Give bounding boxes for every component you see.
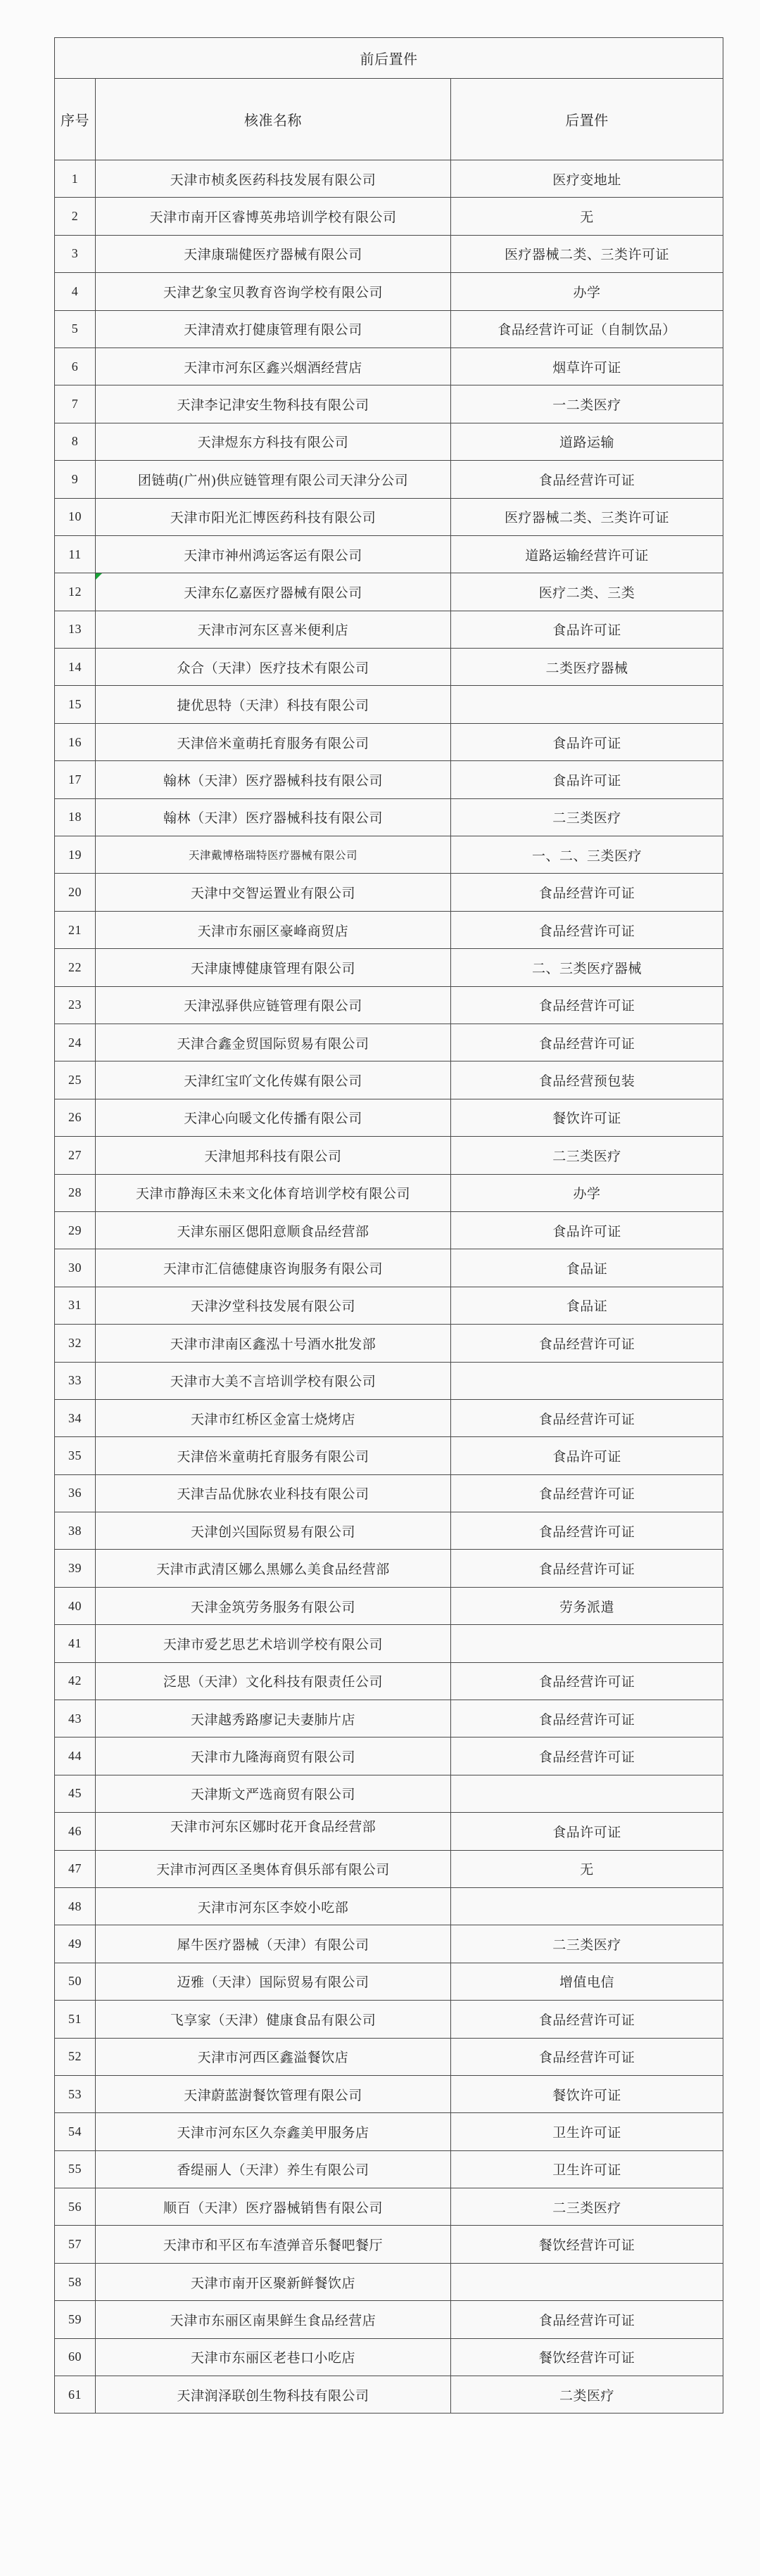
table-row bbox=[55, 160, 723, 198]
row-serial: 29 bbox=[55, 1211, 96, 1249]
post-license: 食品经营许可证 bbox=[451, 986, 723, 1024]
post-license: 二三类医疗 bbox=[451, 2188, 723, 2226]
company-name: 天津市武清区娜么黑娜么美食品经营部 bbox=[96, 1550, 451, 1587]
company-name: 翰林（天津）医疗器械科技有限公司 bbox=[96, 761, 451, 798]
row-serial: 1 bbox=[55, 160, 96, 198]
table-row bbox=[55, 2338, 723, 2376]
company-name: 顺百（天津）医疗器械销售有限公司 bbox=[96, 2188, 451, 2226]
table-row bbox=[55, 310, 723, 347]
row-serial: 50 bbox=[55, 1963, 96, 2000]
table-row bbox=[55, 1287, 723, 1324]
row-serial: 3 bbox=[55, 235, 96, 272]
row-serial: 32 bbox=[55, 1325, 96, 1362]
post-license: 餐饮许可证 bbox=[451, 1099, 723, 1136]
table-row bbox=[55, 649, 723, 686]
company-name: 天津市红桥区金富士烧烤店 bbox=[96, 1399, 451, 1436]
row-serial: 22 bbox=[55, 949, 96, 986]
post-license: 卫生许可证 bbox=[451, 2150, 723, 2188]
company-name: 天津金筑劳务服务有限公司 bbox=[96, 1587, 451, 1624]
row-serial: 40 bbox=[55, 1587, 96, 1624]
post-license: 医疗器械二类、三类许可证 bbox=[451, 235, 723, 272]
company-name: 天津市河西区鑫溢餐饮店 bbox=[96, 2038, 451, 2075]
post-license bbox=[451, 2263, 723, 2300]
company-name: 天津东丽区偲阳意顺食品经营部 bbox=[96, 1211, 451, 1249]
company-name: 天津合鑫金贸国际贸易有限公司 bbox=[96, 1024, 451, 1061]
table-row bbox=[55, 273, 723, 310]
row-serial: 53 bbox=[55, 2075, 96, 2112]
post-license: 食品经营许可证 bbox=[451, 1512, 723, 1550]
table-row bbox=[55, 2150, 723, 2188]
post-license: 道路运输 bbox=[451, 423, 723, 460]
table-row bbox=[55, 986, 723, 1024]
post-license bbox=[451, 1775, 723, 1812]
post-license: 食品经营许可证 bbox=[451, 1474, 723, 1512]
post-license: 食品许可证 bbox=[451, 761, 723, 798]
row-serial: 4 bbox=[55, 273, 96, 310]
table-row bbox=[55, 1850, 723, 1887]
table-row bbox=[55, 1625, 723, 1662]
table-row bbox=[55, 1550, 723, 1587]
company-name: 天津吉品优脉农业科技有限公司 bbox=[96, 1474, 451, 1512]
post-license: 食品许可证 bbox=[451, 611, 723, 648]
post-license: 食品经营许可证 bbox=[451, 2038, 723, 2075]
company-name: 天津创兴国际贸易有限公司 bbox=[96, 1512, 451, 1550]
row-serial: 16 bbox=[55, 723, 96, 760]
company-name: 天津市河西区圣奥体育俱乐部有限公司 bbox=[96, 1850, 451, 1887]
post-license: 医疗二类、三类 bbox=[451, 573, 723, 611]
company-name: 天津红宝吖文化传媒有限公司 bbox=[96, 1061, 451, 1099]
row-serial: 61 bbox=[55, 2376, 96, 2414]
row-serial: 9 bbox=[55, 461, 96, 498]
approval-table-container bbox=[54, 37, 723, 2414]
company-name: 天津市南开区睿博英弗培训学校有限公司 bbox=[96, 198, 451, 235]
post-license: 二类医疗 bbox=[451, 2376, 723, 2414]
row-serial: 8 bbox=[55, 423, 96, 460]
row-serial: 25 bbox=[55, 1061, 96, 1099]
company-name: 天津心向暖文化传播有限公司 bbox=[96, 1099, 451, 1136]
table-row bbox=[55, 949, 723, 986]
post-license: 食品经营许可证 bbox=[451, 1737, 723, 1775]
row-serial: 41 bbox=[55, 1625, 96, 1662]
post-license: 增值电信 bbox=[451, 1963, 723, 2000]
table-row bbox=[55, 347, 723, 385]
table-row bbox=[55, 2188, 723, 2226]
table-row bbox=[55, 686, 723, 723]
company-name: 天津市汇信德健康咨询服务有限公司 bbox=[96, 1249, 451, 1287]
row-serial: 52 bbox=[55, 2038, 96, 2075]
column-header-serial: 序号 bbox=[55, 79, 96, 160]
table-row bbox=[55, 1099, 723, 1136]
company-name: 天津市津南区鑫泓十号酒水批发部 bbox=[96, 1325, 451, 1362]
company-name: 天津市河东区李姣小吃部 bbox=[96, 1887, 451, 1925]
post-license: 食品证 bbox=[451, 1249, 723, 1287]
company-name: 天津市河东区久奈鑫美甲服务店 bbox=[96, 2113, 451, 2150]
company-name: 天津旭邦科技有限公司 bbox=[96, 1137, 451, 1174]
row-serial: 24 bbox=[55, 1024, 96, 1061]
company-name: 天津市九隆海商贸有限公司 bbox=[96, 1737, 451, 1775]
company-name: 天津市神州鸿运客运有限公司 bbox=[96, 535, 451, 573]
table-row bbox=[55, 498, 723, 535]
company-name: 天津泓驿供应链管理有限公司 bbox=[96, 986, 451, 1024]
table-row bbox=[55, 235, 723, 272]
row-serial: 10 bbox=[55, 498, 96, 535]
row-serial: 6 bbox=[55, 347, 96, 385]
table-row bbox=[55, 2001, 723, 2038]
row-serial: 19 bbox=[55, 836, 96, 874]
row-serial: 35 bbox=[55, 1437, 96, 1474]
table-row bbox=[55, 836, 723, 874]
company-name: 天津市静海区未来文化体育培训学校有限公司 bbox=[96, 1174, 451, 1211]
company-name: 团链萌(广州)供应链管理有限公司天津分公司 bbox=[96, 461, 451, 498]
post-license bbox=[451, 686, 723, 723]
row-serial: 21 bbox=[55, 911, 96, 948]
table-row bbox=[55, 911, 723, 948]
company-name: 捷优思特（天津）科技有限公司 bbox=[96, 686, 451, 723]
table-row bbox=[55, 761, 723, 798]
post-license: 二三类医疗 bbox=[451, 1137, 723, 1174]
post-license: 食品经营许可证 bbox=[451, 2301, 723, 2338]
company-name: 天津汐堂科技发展有限公司 bbox=[96, 1287, 451, 1324]
post-license: 食品经营许可证 bbox=[451, 1700, 723, 1737]
post-license: 食品经营许可证 bbox=[451, 1399, 723, 1436]
company-name: 犀牛医疗器械（天津）有限公司 bbox=[96, 1925, 451, 1963]
post-license: 食品经营许可证 bbox=[451, 911, 723, 948]
company-name: 天津康博健康管理有限公司 bbox=[96, 949, 451, 986]
table-row bbox=[55, 2113, 723, 2150]
post-license: 一二类医疗 bbox=[451, 385, 723, 423]
row-serial: 36 bbox=[55, 1474, 96, 1512]
post-license: 劳务派遣 bbox=[451, 1587, 723, 1624]
table-row bbox=[55, 1587, 723, 1624]
column-header-post-item: 后置件 bbox=[451, 79, 723, 160]
table-row bbox=[55, 1399, 723, 1436]
row-serial: 56 bbox=[55, 2188, 96, 2226]
company-name: 天津斯文严选商贸有限公司 bbox=[96, 1775, 451, 1812]
company-name: 众合（天津）医疗技术有限公司 bbox=[96, 649, 451, 686]
table-row bbox=[55, 385, 723, 423]
table-row bbox=[55, 1700, 723, 1737]
row-serial: 43 bbox=[55, 1700, 96, 1737]
company-name: 天津市和平区布车渣弹音乐餐吧餐厅 bbox=[96, 2226, 451, 2263]
row-serial: 49 bbox=[55, 1925, 96, 1963]
company-name: 天津市河东区鑫兴烟酒经营店 bbox=[96, 347, 451, 385]
table-row bbox=[55, 2263, 723, 2300]
table-row bbox=[55, 573, 723, 611]
post-license: 食品经营预包装 bbox=[451, 1061, 723, 1099]
company-name: 天津倍米童萌托育服务有限公司 bbox=[96, 723, 451, 760]
table-row bbox=[55, 1249, 723, 1287]
row-serial: 60 bbox=[55, 2338, 96, 2376]
company-name: 天津艺象宝贝教育咨询学校有限公司 bbox=[96, 273, 451, 310]
post-license: 餐饮许可证 bbox=[451, 2075, 723, 2112]
row-serial: 55 bbox=[55, 2150, 96, 2188]
post-license: 食品经营许可证 bbox=[451, 1024, 723, 1061]
row-serial: 47 bbox=[55, 1850, 96, 1887]
company-name: 天津市东丽区老巷口小吃店 bbox=[96, 2338, 451, 2376]
row-serial: 14 bbox=[55, 649, 96, 686]
company-name: 天津市东丽区南果鲜生食品经营店 bbox=[96, 2301, 451, 2338]
table-row bbox=[55, 1174, 723, 1211]
post-license: 二三类医疗 bbox=[451, 798, 723, 836]
table-row bbox=[55, 1362, 723, 1399]
table-row bbox=[55, 1963, 723, 2000]
row-serial: 15 bbox=[55, 686, 96, 723]
post-license: 道路运输经营许可证 bbox=[451, 535, 723, 573]
row-serial: 54 bbox=[55, 2113, 96, 2150]
row-serial: 34 bbox=[55, 1399, 96, 1436]
row-serial: 39 bbox=[55, 1550, 96, 1587]
row-serial: 5 bbox=[55, 310, 96, 347]
company-name: 迈雅（天津）国际贸易有限公司 bbox=[96, 1963, 451, 2000]
post-license: 餐饮经营许可证 bbox=[451, 2226, 723, 2263]
row-serial: 27 bbox=[55, 1137, 96, 1174]
company-name: 天津市阳光汇博医药科技有限公司 bbox=[96, 498, 451, 535]
row-serial: 42 bbox=[55, 1662, 96, 1700]
company-name: 天津市桢炙医药科技发展有限公司 bbox=[96, 160, 451, 198]
row-serial: 59 bbox=[55, 2301, 96, 2338]
company-name: 天津戴博格瑞特医疗器械有限公司 bbox=[96, 836, 451, 874]
company-name: 天津倍米童萌托育服务有限公司 bbox=[96, 1437, 451, 1474]
post-license: 食品许可证 bbox=[451, 1437, 723, 1474]
post-license: 食品经营许可证 bbox=[451, 1325, 723, 1362]
company-name: 天津康瑞健医疗器械有限公司 bbox=[96, 235, 451, 272]
table-row bbox=[55, 1512, 723, 1550]
table-row bbox=[55, 1775, 723, 1812]
row-serial: 33 bbox=[55, 1362, 96, 1399]
post-license: 烟草许可证 bbox=[451, 347, 723, 385]
column-header-approved-name: 核准名称 bbox=[96, 79, 451, 160]
table-row bbox=[55, 461, 723, 498]
post-license: 医疗变地址 bbox=[451, 160, 723, 198]
row-serial: 44 bbox=[55, 1737, 96, 1775]
table-row bbox=[55, 723, 723, 760]
post-license bbox=[451, 1625, 723, 1662]
table-row bbox=[55, 1437, 723, 1474]
company-name: 天津市爱艺思艺术培训学校有限公司 bbox=[96, 1625, 451, 1662]
post-license: 餐饮经营许可证 bbox=[451, 2338, 723, 2376]
company-name: 天津蔚蓝澍餐饮管理有限公司 bbox=[96, 2075, 451, 2112]
post-license: 食品经营许可证 bbox=[451, 874, 723, 911]
post-license: 办学 bbox=[451, 273, 723, 310]
post-license: 无 bbox=[451, 198, 723, 235]
table-row bbox=[55, 198, 723, 235]
table-body bbox=[55, 160, 723, 2414]
row-serial: 28 bbox=[55, 1174, 96, 1211]
company-name: 天津李记津安生物科技有限公司 bbox=[96, 385, 451, 423]
post-license: 办学 bbox=[451, 1174, 723, 1211]
post-license: 食品许可证 bbox=[451, 1211, 723, 1249]
table-row bbox=[55, 423, 723, 460]
row-serial: 23 bbox=[55, 986, 96, 1024]
post-license bbox=[451, 1362, 723, 1399]
post-license: 食品经营许可证 bbox=[451, 1662, 723, 1700]
company-name: 天津市东丽区豪峰商贸店 bbox=[96, 911, 451, 948]
company-name: 泛思（天津）文化科技有限责任公司 bbox=[96, 1662, 451, 1700]
table-row bbox=[55, 798, 723, 836]
company-name: 天津市河东区喜米便利店 bbox=[96, 611, 451, 648]
company-name: 天津东亿嘉医疗器械有限公司 bbox=[96, 573, 451, 611]
row-serial: 51 bbox=[55, 2001, 96, 2038]
company-name: 天津中交智运置业有限公司 bbox=[96, 874, 451, 911]
row-serial: 13 bbox=[55, 611, 96, 648]
table-row bbox=[55, 1061, 723, 1099]
table-row bbox=[55, 2301, 723, 2338]
company-name: 飞享家（天津）健康食品有限公司 bbox=[96, 2001, 451, 2038]
table-row bbox=[55, 874, 723, 911]
table-row bbox=[55, 1211, 723, 1249]
row-serial: 30 bbox=[55, 1249, 96, 1287]
table-row bbox=[55, 1474, 723, 1512]
company-name: 天津煜东方科技有限公司 bbox=[96, 423, 451, 460]
table-row bbox=[55, 1024, 723, 1061]
post-license: 食品许可证 bbox=[451, 723, 723, 760]
table-row bbox=[55, 611, 723, 648]
table-row bbox=[55, 535, 723, 573]
row-serial: 2 bbox=[55, 198, 96, 235]
company-name: 天津润泽联创生物科技有限公司 bbox=[96, 2376, 451, 2414]
post-license: 二、三类医疗器械 bbox=[451, 949, 723, 986]
table-title: 前后置件 bbox=[55, 38, 723, 79]
table-row bbox=[55, 1887, 723, 1925]
company-name: 香缇丽人（天津）养生有限公司 bbox=[96, 2150, 451, 2188]
row-serial: 17 bbox=[55, 761, 96, 798]
table-row bbox=[55, 1137, 723, 1174]
row-serial: 20 bbox=[55, 874, 96, 911]
post-license: 一、二、三类医疗 bbox=[451, 836, 723, 874]
post-license: 食品许可证 bbox=[451, 1813, 723, 1850]
post-license: 食品经营许可证（自制饮品） bbox=[451, 310, 723, 347]
post-license: 二三类医疗 bbox=[451, 1925, 723, 1963]
post-license bbox=[451, 1887, 723, 1925]
post-license: 食品证 bbox=[451, 1287, 723, 1324]
row-serial: 38 bbox=[55, 1512, 96, 1550]
approval-table bbox=[54, 37, 723, 2414]
table-row bbox=[55, 1662, 723, 1700]
row-serial: 18 bbox=[55, 798, 96, 836]
table-row bbox=[55, 1813, 723, 1850]
table-row bbox=[55, 2376, 723, 2414]
table-row bbox=[55, 2075, 723, 2112]
company-name: 天津越秀路廖记夫妻肺片店 bbox=[96, 1700, 451, 1737]
company-name: 天津市南开区聚新鲜餐饮店 bbox=[96, 2263, 451, 2300]
post-license: 无 bbox=[451, 1850, 723, 1887]
table-title-row bbox=[55, 38, 723, 79]
table-row bbox=[55, 1925, 723, 1963]
table-row bbox=[55, 1737, 723, 1775]
table-header-row bbox=[55, 79, 723, 160]
company-name: 天津清欢打健康管理有限公司 bbox=[96, 310, 451, 347]
post-license: 二类医疗器械 bbox=[451, 649, 723, 686]
company-name: 天津市河东区娜时花开食品经营部 bbox=[96, 1813, 451, 1850]
row-serial: 12 bbox=[55, 573, 96, 611]
post-license: 卫生许可证 bbox=[451, 2113, 723, 2150]
row-serial: 57 bbox=[55, 2226, 96, 2263]
table-row bbox=[55, 2038, 723, 2075]
row-serial: 58 bbox=[55, 2263, 96, 2300]
row-serial: 48 bbox=[55, 1887, 96, 1925]
post-license: 医疗器械二类、三类许可证 bbox=[451, 498, 723, 535]
row-serial: 46 bbox=[55, 1813, 96, 1850]
table-row bbox=[55, 1325, 723, 1362]
company-name: 天津市大美不言培训学校有限公司 bbox=[96, 1362, 451, 1399]
row-serial: 45 bbox=[55, 1775, 96, 1812]
table-row bbox=[55, 2226, 723, 2263]
post-license: 食品经营许可证 bbox=[451, 461, 723, 498]
row-serial: 7 bbox=[55, 385, 96, 423]
row-serial: 26 bbox=[55, 1099, 96, 1136]
row-serial: 11 bbox=[55, 535, 96, 573]
post-license: 食品经营许可证 bbox=[451, 2001, 723, 2038]
company-name: 翰林（天津）医疗器械科技有限公司 bbox=[96, 798, 451, 836]
post-license: 食品经营许可证 bbox=[451, 1550, 723, 1587]
row-serial: 31 bbox=[55, 1287, 96, 1324]
